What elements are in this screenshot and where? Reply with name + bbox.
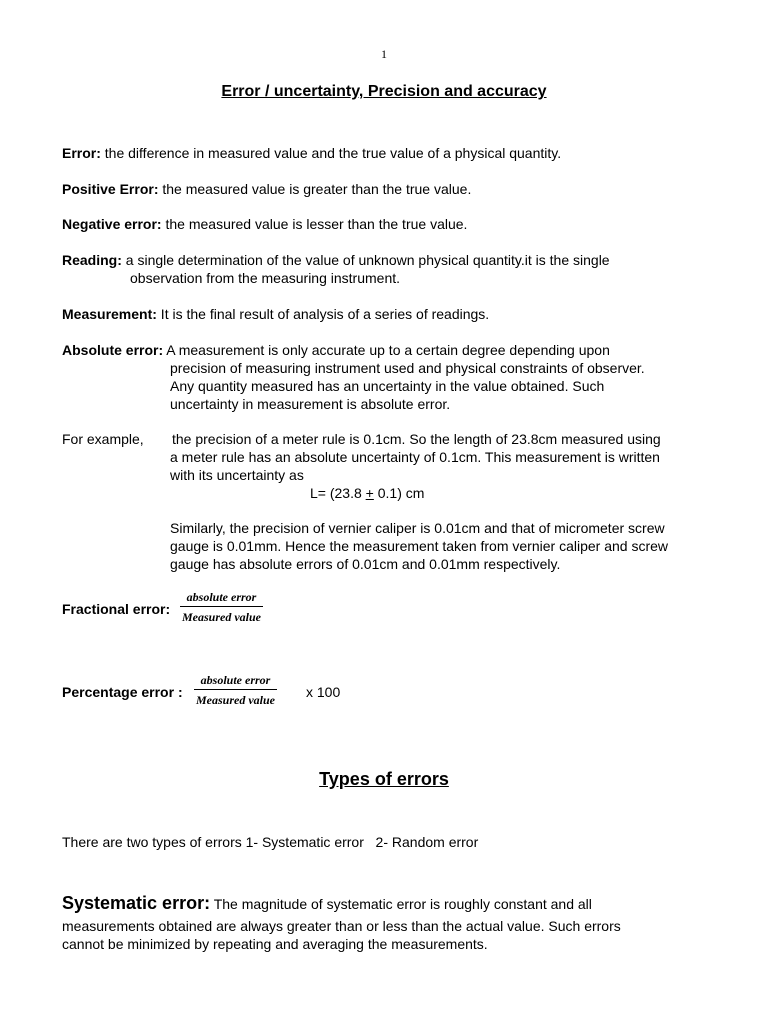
example-para2-line1: Similarly, the precision of vernier caliper is 0.01cm and that of micrometer screw <box>170 520 665 536</box>
definition-reading-line2: observation from the measuring instrument. <box>130 270 401 286</box>
definition-positive-error-text: the measured value is greater than the true value. <box>158 181 472 197</box>
example-para2-line3: gauge has absolute errors of 0.01cm and 0.01mm respectively. <box>170 556 561 572</box>
example-para2-line2: gauge is 0.01mm. Hence the measurement taken from vernier caliper and screw <box>170 538 669 554</box>
term-positive-error: Positive Error: <box>62 181 159 197</box>
definition-negative-error-text: the measured value is lesser than the true value. <box>161 216 468 232</box>
term-measurement: Measurement: <box>62 306 157 322</box>
page-title: Error / uncertainty, Precision and accuracy <box>221 83 547 100</box>
definition-error-text: the difference in measured value and the true value of a physical quantity. <box>100 145 562 161</box>
definition-absolute-error <box>62 341 610 359</box>
example-formula <box>310 484 424 502</box>
definition-absolute-error-line4: uncertainty in measurement is absolute error. <box>170 396 451 412</box>
example-label: For example, <box>62 431 144 447</box>
percentage-error-fraction <box>194 673 277 707</box>
page-number: 1 <box>381 47 387 61</box>
percentage-error-multiplier: x 100 <box>306 684 341 700</box>
formula-suffix: 0.1) cm <box>373 485 425 501</box>
fractional-error-label: Fractional error: <box>62 601 171 617</box>
fractional-error-numerator: absolute error <box>180 590 263 607</box>
systematic-error-line2: measurements obtained are always greater than or less than the actual value. Such errors <box>62 918 621 934</box>
definition-reading <box>62 251 610 269</box>
percentage-error-denominator: Measured value <box>196 693 275 707</box>
definition-reading-line1: a single determination of the value of unknown physical quantity.it is the single <box>121 252 610 268</box>
definition-absolute-error-line1: A measurement is only accurate up to a certain degree depending upon <box>163 342 610 358</box>
types-of-errors-text: There are two types of errors 1- Systematic error 2- Random error <box>62 834 479 850</box>
definition-absolute-error-line2: precision of measuring instrument used and physical constraints of observer. <box>170 360 645 376</box>
types-of-errors-heading: Types of errors <box>319 769 449 789</box>
fractional-error-denominator: Measured value <box>182 610 261 624</box>
percentage-error-label: Percentage error : <box>62 684 183 700</box>
term-error: Error: <box>62 145 101 161</box>
definition-measurement-text: It is the final result of analysis of a series of readings. <box>156 306 490 322</box>
systematic-error-line1-text: The magnitude of systematic error is roughly constant and all <box>210 896 592 912</box>
definition-error <box>62 144 561 162</box>
definition-measurement <box>62 305 489 323</box>
term-negative-error: Negative error: <box>62 216 162 232</box>
term-systematic-error: Systematic error: <box>62 893 211 913</box>
formula-prefix: L= (23.8 <box>310 485 366 501</box>
example-line2: a meter rule has an absolute uncertainty of 0.1cm. This measurement is written <box>170 449 660 465</box>
plus-minus-sign: + <box>365 485 374 501</box>
percentage-error-numerator: absolute error <box>194 673 277 690</box>
systematic-error-line3: cannot be minimized by repeating and averaging the measurements. <box>62 936 488 952</box>
term-absolute-error: Absolute error: <box>62 342 164 358</box>
definition-positive-error <box>62 180 471 198</box>
example-line1: the precision of a meter rule is 0.1cm. So the length of 23.8cm measured using <box>172 431 661 447</box>
systematic-error-line1 <box>62 894 592 913</box>
definition-negative-error <box>62 215 467 233</box>
example-line3: with its uncertainty as <box>170 467 304 483</box>
fractional-error-fraction <box>180 590 263 624</box>
definition-absolute-error-line3: Any quantity measured has an uncertainty in the value obtained. Such <box>170 378 605 394</box>
term-reading: Reading: <box>62 252 122 268</box>
